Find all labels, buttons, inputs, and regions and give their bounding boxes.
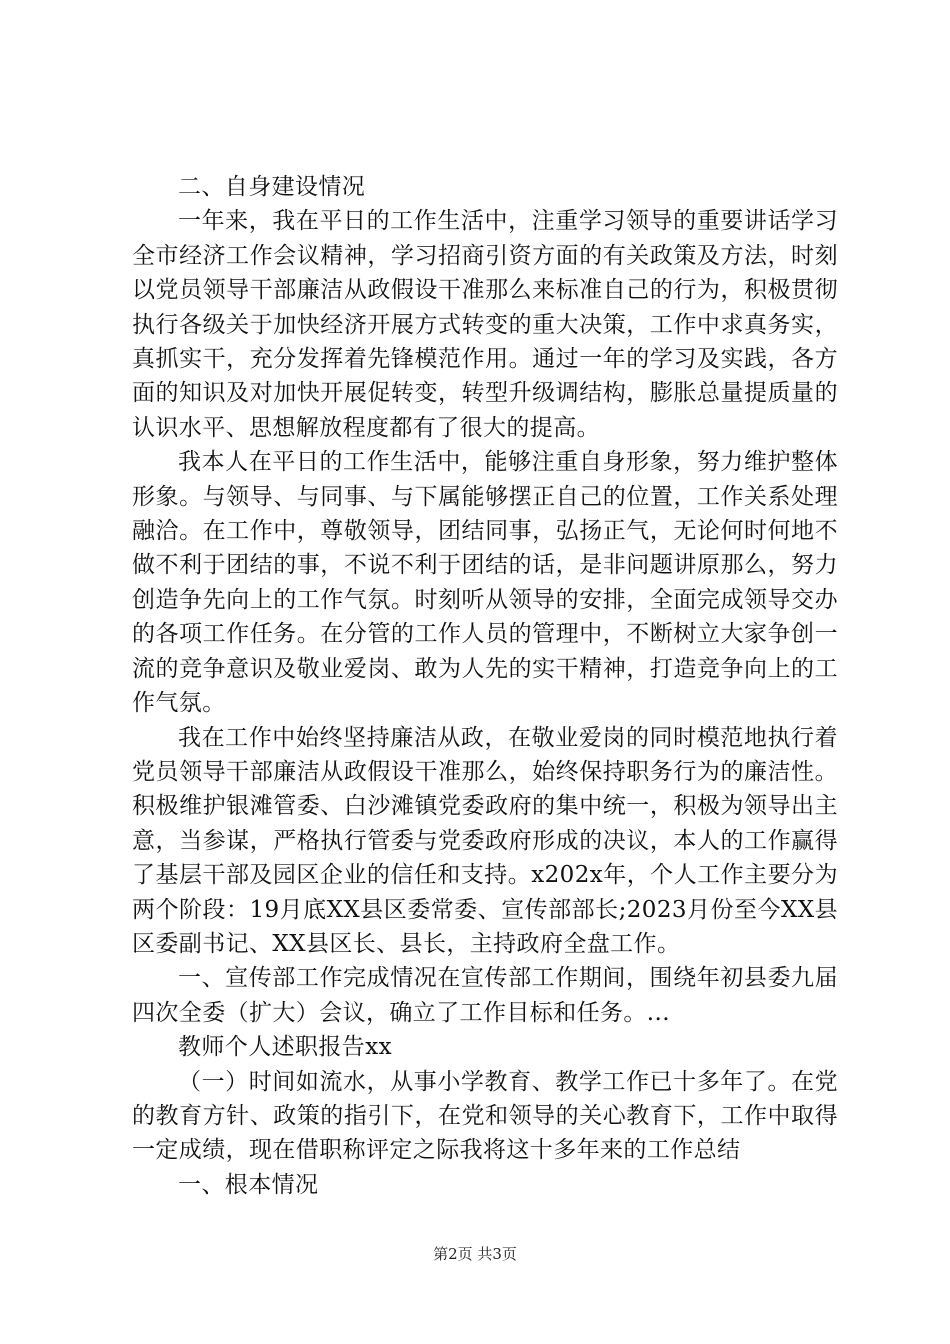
section-heading-basic-situation: 一、根本情况 bbox=[178, 1171, 319, 1198]
paragraph-integrity: 我在工作中始终坚持廉洁从政，在敬业爱岗的同时模范地执行着党员领导干部廉洁从政假设干准那么，始终保持职务行为的廉洁性。积极维护银滩管委、白沙滩镇党委政府的集中统一，积极为领导出主意，当参谋，严格执行管委与党委政府形成的决议，本人的工作赢得了基层干部及园区企业的信任和支持。x202x年，个人工作主要分为两个阶段：19月底XX县区委常委、宣传部部长;2023月份至今XX县区委副书记、XX县区长、县长，主持政府全盘工作。 bbox=[132, 724, 838, 957]
paragraph-study: 一年来，我在平日的工作生活中，注重学习领导的重要讲话学习全市经济工作会议精神，学习招商引资方面的有关政策及方法，时刻以党员领导干部廉洁从政假设干准那么来标准自己的行为，积极贯彻执行各级关于加快经济开展方式转变的重大决策，工作中求真务实，真抓实干，充分发挥着先锋模范作用。通过一年的学习及实践，各方面的知识及对加快开展促转变，转型升级调结构，膨胀总量提质量的认识水平、思想解放程度都有了很大的提高。 bbox=[132, 208, 838, 441]
paragraph-teacher-intro: （一）时间如流水，从事小学教育、教学工作已十多年了。在党的教育方针、政策的指引下，在党和领导的关心教育下，工作中取得一定成绩，现在借职称评定之际我将这十多年来的工作总结 bbox=[132, 1068, 838, 1164]
teacher-report-title: 教师个人述职报告xx bbox=[178, 1034, 392, 1061]
document-body bbox=[132, 170, 838, 1202]
page-number-footer: 第2页 共3页 bbox=[433, 1245, 517, 1263]
section-heading-self-building: 二、自身建设情况 bbox=[178, 174, 366, 200]
paragraph-propaganda-work: 一、宣传部工作完成情况在宣传部工作期间，围绕年初县委九届四次全委（扩大）会议，确立了工作目标和任务。... bbox=[132, 965, 838, 1026]
paragraph-self-image: 我本人在平日的工作生活中，能够注重自身形象，努力维护整体形象。与领导、与同事、与下属能够摆正自己的位置，工作关系处理融洽。在工作中，尊敬领导，团结同事，弘扬正气，无论何时何地不做不利于团结的事，不说不利于团结的话，是非问题讲原那么，努力创造争先向上的工作气氛。时刻听从领导的安排，全面完成领导交办的各项工作任务。在分管的工作人员的管理中，不断树立大家争创一流的竞争意识及敬业爱岗、敢为人先的实干精神，打造竞争向上的工作气氛。 bbox=[132, 449, 838, 717]
